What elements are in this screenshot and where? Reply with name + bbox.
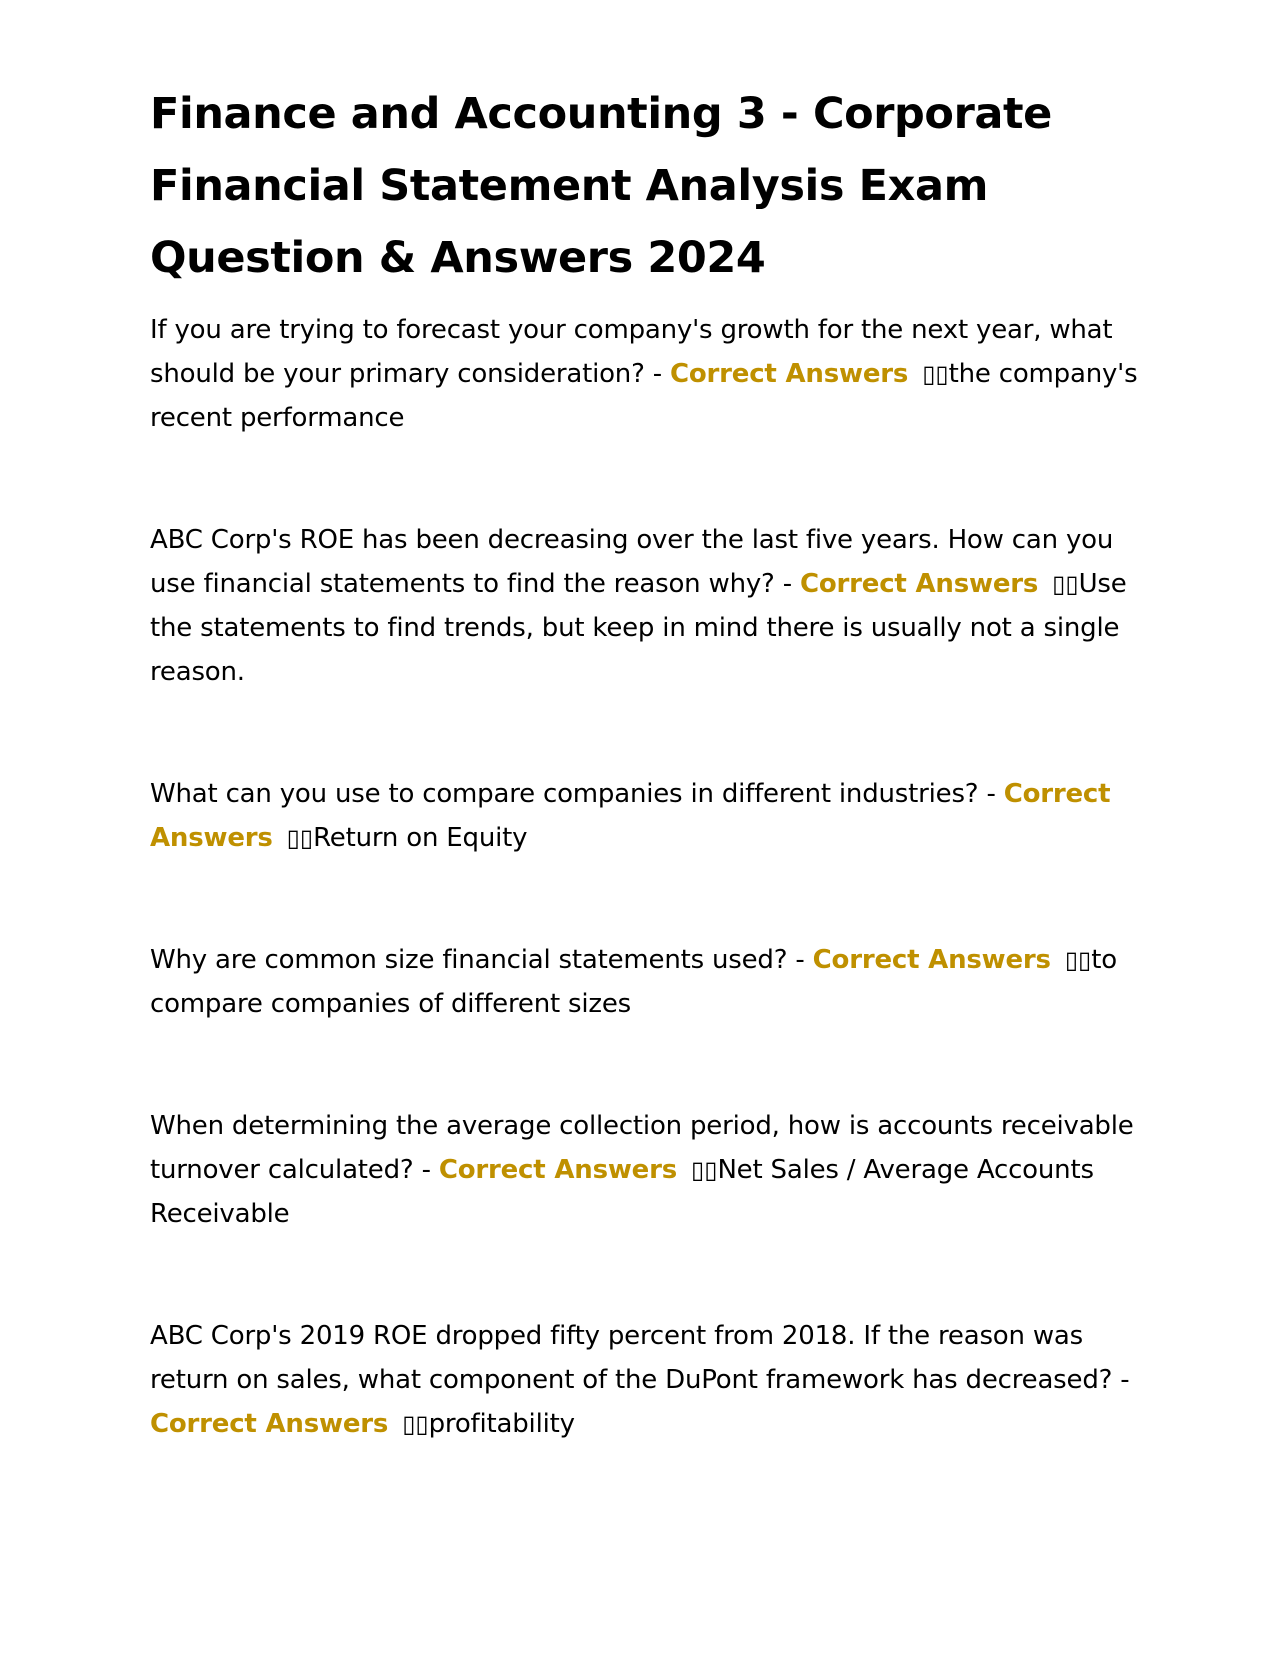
question-text: ABC Corp's ROE has been decreasing over the last five years. How can you use financial statements to find the reason why? - [150,525,1114,599]
qa-item-3 [150,772,1140,860]
answer-marker-icon: ▯▯ [402,1410,429,1438]
correct-answers-label: Correct Answers [670,359,909,389]
correct-answers-label: Correct Answers [438,1155,678,1185]
answer-marker-icon: ▯▯ [691,1156,718,1184]
question-text: ABC Corp's 2019 ROE dropped fifty percent from 2018. If the reason was return on sales, what component of the DuPont framework has decreased? - [150,1321,1130,1395]
answer-text: Net Sales / Average Accounts Receivable [150,1155,1094,1229]
qa-item-5 [150,1104,1140,1236]
qa-item-6 [150,1314,1140,1446]
correct-answers-label: Correct Answers [812,945,1051,975]
qa-item-2 [150,518,1140,694]
correct-answers-label: Correct Answers [799,569,1039,599]
question-text: Why are common size financial statements used? - [150,945,813,975]
answer-marker-icon: ▯▯ [1064,946,1092,974]
answer-marker-icon: ▯▯ [922,360,949,388]
question-text: What can you use to compare companies in different industries? - [150,779,1004,809]
answer-text: to compare companies of different sizes [150,945,1117,1019]
question-text: If you are trying to forecast your company's growth for the next year, what should be your primary consideration? - [150,315,1113,389]
answer-text: the company's recent performance [150,359,1138,433]
qa-item-4 [150,938,1140,1026]
answer-text: Return on Equity [313,823,528,853]
question-text: When determining the average collection period, how is accounts receivable turnover calculated? - [150,1111,1134,1185]
correct-answers-label: Correct Answers [150,779,1111,853]
answer-text: profitability [428,1409,575,1439]
document-title: Finance and Accounting 3 - Corporate Financial Statement Analysis Exam Question & Answers 2024 [150,89,1052,283]
document-page [150,78,1140,1446]
answer-marker-icon: ▯▯ [286,824,314,852]
qa-item-1 [150,308,1140,440]
answer-marker-icon: ▯▯ [1052,570,1079,598]
correct-answers-label: Correct Answers [150,1409,389,1439]
answer-text: Use the statements to find trends, but keep in mind there is usually not a single reason. [150,569,1127,687]
